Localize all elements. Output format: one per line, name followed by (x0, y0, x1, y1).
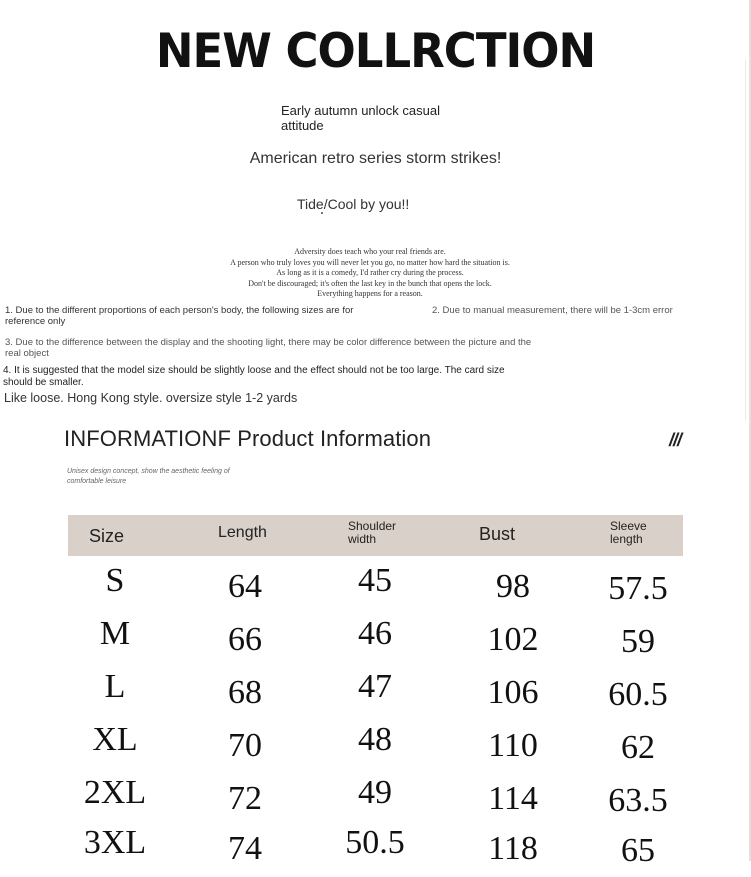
header-bust: Bust (479, 524, 516, 544)
cell-bust: 98 (496, 568, 530, 605)
collection-title: NEW COLLRCTION (155, 22, 596, 79)
header-size: Size (89, 526, 125, 546)
note-color-difference: 3. Due to the difference between the display and the shooting light, there may be color difference between the picture and the real object (5, 337, 532, 359)
cell-shoulder: 48 (358, 721, 392, 758)
table-row (0, 615, 751, 668)
cell-size: S (105, 562, 125, 599)
header-length: Length (218, 524, 267, 541)
design-tagline: Unisex design concept, show the aesthetic feeling of comfortable leisure (67, 468, 230, 485)
cell-bust: 106 (487, 674, 539, 711)
subtitle-retro-series: American retro series storm strikes! (249, 150, 502, 167)
cell-length: 72 (228, 780, 262, 817)
table-row (0, 668, 751, 721)
note-fit-style: Like loose. Hong Kong style. oversize style 1-2 yards (4, 391, 298, 405)
cell-length: 70 (228, 727, 262, 764)
cell-shoulder: 50.5 (345, 824, 405, 861)
cell-sleeve: 65 (621, 832, 655, 869)
subtitle-tide-cool: Tide/Cool by you!! (297, 196, 410, 212)
page-edge-line-inner (745, 60, 746, 420)
cell-bust: 114 (488, 780, 538, 817)
quote-block (120, 247, 620, 300)
quote-line: As long as it is a comedy, I'd rather cry during the process. (276, 268, 464, 277)
table-row (0, 721, 751, 774)
cell-shoulder: 46 (358, 615, 392, 652)
header-shoulder-width (348, 520, 404, 546)
cell-sleeve: 60.5 (608, 676, 668, 713)
cell-sleeve: 59 (621, 623, 655, 660)
cell-length: 64 (228, 568, 262, 605)
cell-size: 3XL (83, 824, 147, 861)
note-body-proportions: 1. Due to the different proportions of each person's body, the following sizes are for reference only (5, 305, 354, 327)
cell-sleeve: 57.5 (608, 570, 668, 607)
cell-length: 66 (228, 621, 262, 658)
quote-line: Adversity does teach who your real friends are. (294, 247, 446, 256)
quote-line: A person who truly loves you will never let you go, no matter how hard the situation is. (230, 257, 510, 267)
cell-length: 68 (228, 674, 262, 711)
cell-bust: 118 (488, 830, 538, 867)
note-size-suggestion: 4. It is suggested that the model size should be slightly loose and the effect should not be too large. The card size should be smaller. (3, 365, 505, 388)
cell-size: L (104, 668, 126, 705)
cell-bust: 110 (488, 727, 538, 764)
subtitle-autumn: Early autumn unlock casual attitude (281, 103, 440, 133)
cell-size: 2XL (83, 774, 147, 811)
header-sleeve-length (610, 520, 656, 546)
quote-line: Everything happens for a reason. (317, 289, 423, 298)
decorative-slashes: /// (669, 430, 682, 450)
cell-shoulder: 49 (358, 774, 392, 811)
table-row (0, 774, 751, 827)
decorative-dot (321, 212, 323, 214)
cell-sleeve: 62 (621, 729, 655, 766)
cell-shoulder: 47 (358, 668, 392, 705)
header-sleeve-label: Sleeve length (610, 519, 647, 546)
cell-shoulder: 45 (358, 562, 392, 599)
quote-line: Don't be discouraged; it's often the last key in the bunch that opens the lock. (248, 278, 492, 288)
cell-size: M (99, 615, 131, 652)
header-shoulder-label: Shoulder width (348, 519, 397, 546)
note-measurement-error: 2. Due to manual measurement, there will be 1-3cm error (432, 305, 673, 316)
table-row (0, 562, 751, 615)
product-information-title: INFORMATIONF Product Information (64, 426, 432, 451)
cell-length: 74 (228, 830, 262, 867)
cell-size: XL (92, 721, 138, 758)
cell-sleeve: 63.5 (608, 782, 668, 819)
table-row (0, 824, 751, 877)
size-table-header (68, 515, 683, 556)
cell-bust: 102 (487, 621, 539, 658)
